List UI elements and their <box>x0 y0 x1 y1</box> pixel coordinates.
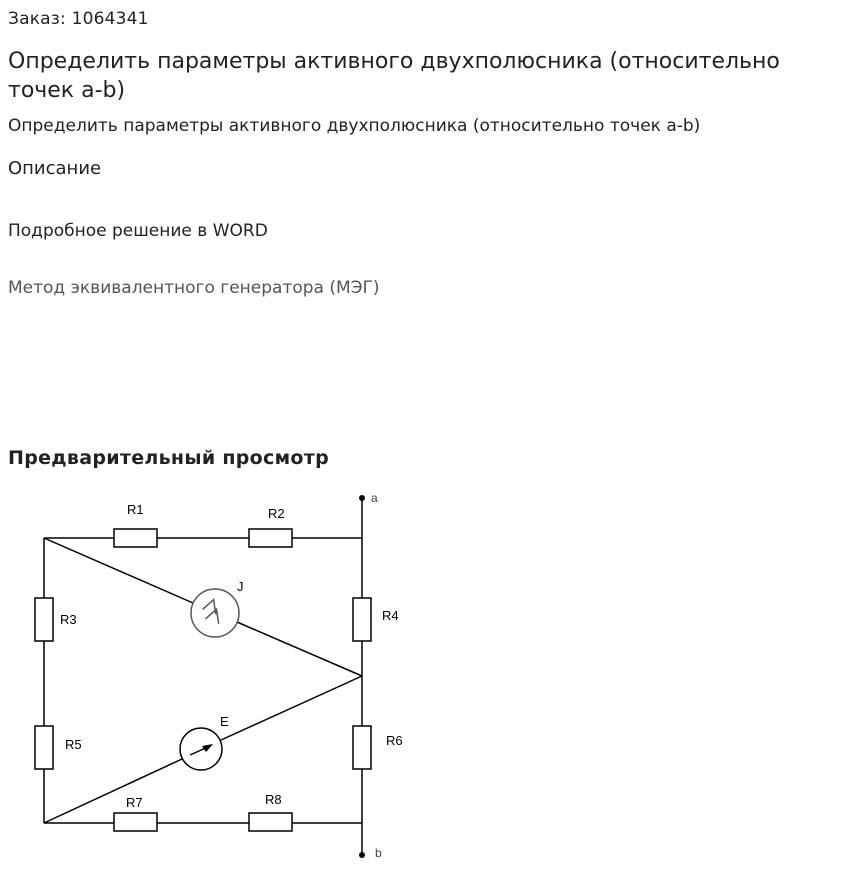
resistor-r2 <box>249 529 292 547</box>
resistor-r3 <box>35 598 53 641</box>
circuit-diagram <box>0 480 420 870</box>
resistor-r6 <box>353 726 371 769</box>
label-r2: R2 <box>268 506 285 521</box>
task-summary: Определить параметры активного двухполюсника (относительно точек a-b) <box>8 116 701 136</box>
label-e: E <box>220 714 229 729</box>
resistor-r7 <box>114 813 157 831</box>
label-r5: R5 <box>65 737 82 752</box>
label-r8: R8 <box>265 792 282 807</box>
label-r7: R7 <box>126 795 143 810</box>
label-r3: R3 <box>60 612 77 627</box>
description-heading: Описание <box>8 158 102 179</box>
label-r6: R6 <box>386 733 403 748</box>
label-r4: R4 <box>382 608 399 623</box>
circuit-wires <box>44 498 362 855</box>
resistor-r4 <box>353 598 371 641</box>
terminal-b-icon <box>359 852 365 858</box>
label-j: J <box>237 579 244 594</box>
terminal-a-icon <box>359 495 365 501</box>
preview-heading: Предварительный просмотр <box>8 447 329 469</box>
resistor-r8 <box>249 813 292 831</box>
page-title: Определить параметры активного двухполюсника (относительно точек a-b) <box>8 49 780 103</box>
label-r1: R1 <box>127 502 144 517</box>
order-number: Заказ: 1064341 <box>8 9 149 29</box>
description-detail-word: Подробное решение в WORD <box>8 221 268 241</box>
voltage-source-icon <box>180 728 222 770</box>
resistor-r1 <box>114 529 157 547</box>
label-terminal-b: b <box>375 846 382 860</box>
description-method: Метод эквивалентного генератора (МЭГ) <box>8 278 380 298</box>
label-terminal-a: a <box>371 491 378 505</box>
resistor-r5 <box>35 726 53 769</box>
current-source-icon <box>191 589 239 637</box>
